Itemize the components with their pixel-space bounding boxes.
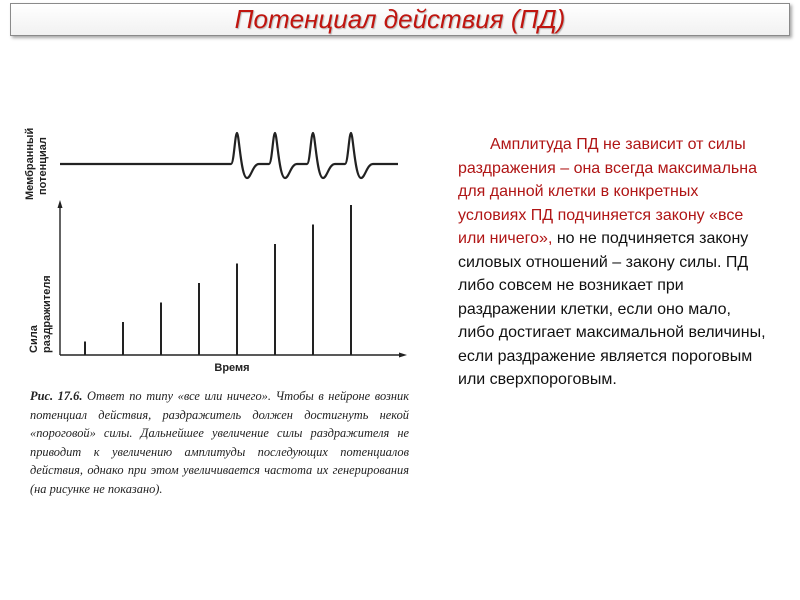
stimulus-axis-label-2: раздражителя xyxy=(41,275,53,353)
membrane-axis-label-1: Мембранный xyxy=(24,127,36,200)
figure-caption xyxy=(30,387,409,498)
membrane-potential-panel xyxy=(24,128,398,200)
membrane-axis-label-2: потенциал xyxy=(37,137,49,195)
all-or-none-figure xyxy=(20,100,420,380)
caption-text: Ответ по типу «все или ничего». Чтобы в нейроне возник потенциал действия, раздражитель должен достигнуть некой «пороговой» силы. Дальнейшее увеличение силы раздражителя не приводит к увеличению амплитуды последующих потенциалов действия, однако при этом увеличивается частота их генерирования (на рисунке не показано). xyxy=(30,389,410,496)
title-bar xyxy=(10,3,790,36)
caption-number: Рис. 17.6. xyxy=(30,389,83,403)
stimulus-panel xyxy=(28,200,407,374)
red-statement: Амплитуда ПД не зависит от силы раздражения – она всегда максимальна для данной клетки в конкретных условиях ПД подчиняется закону «все или ничего», xyxy=(458,136,757,247)
stimulus-axis-label-1: Сила xyxy=(28,325,40,353)
explanation-text xyxy=(458,133,768,392)
stimulus-bars xyxy=(85,205,351,355)
slide-title: Потенциал действия (ПД) xyxy=(234,4,566,34)
y-axis-arrow xyxy=(58,200,63,208)
time-axis-label: Время xyxy=(214,362,250,374)
black-statement: но не подчиняется закону силовых отношений – закону силы. ПД либо совсем не возникает при раздражении клетки, если оно мало, либо достигает максимальной величины, если раздражение является пороговым или сверхпороговым. xyxy=(458,230,766,388)
action-potential-trace xyxy=(60,133,398,178)
x-axis-arrow xyxy=(399,353,407,358)
